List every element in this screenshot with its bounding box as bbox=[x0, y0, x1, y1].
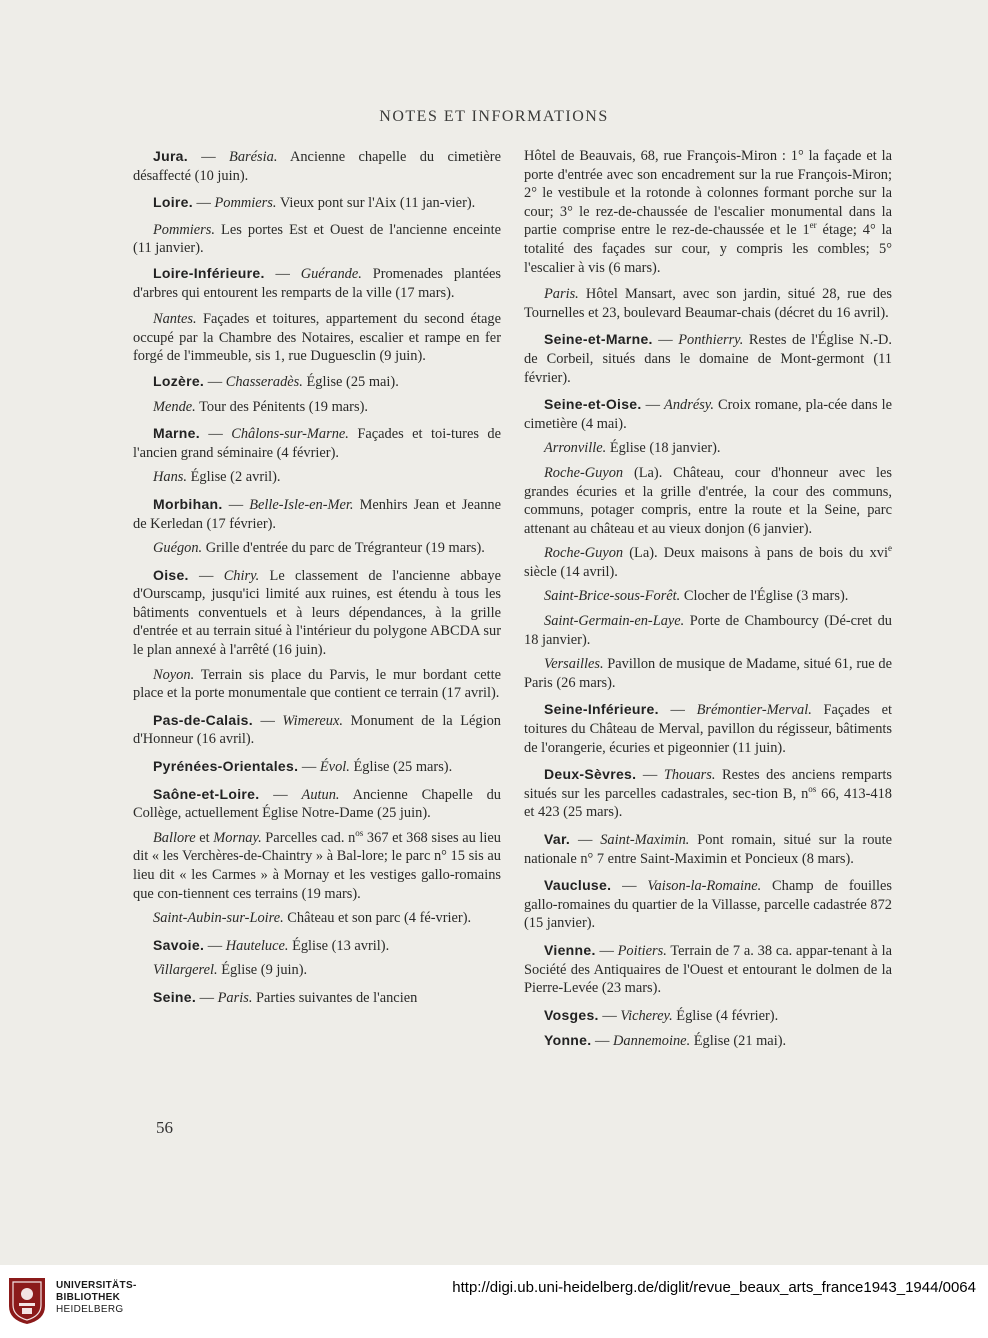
entry-vaucluse: Vaucluse. — Vaison-la-Romaine. Champ de fouilles gallo-romaines du quartier de la Villasse, parcelle cadastrée 872 (15 janvier). bbox=[524, 877, 892, 932]
commune-name: Châlons-sur-Marne. bbox=[231, 426, 349, 443]
department-name: Savoie. bbox=[153, 936, 205, 953]
entry-nantes: Nantes. Façades et toitures, appartement du second étage occupé par la Chambre des Notaires, escalier et rampe en fer forgé de l'immeuble, sis 1, rue Duguesclin (9 juin). bbox=[133, 311, 501, 365]
entry-mende: Mende. Tour des Pénitents (19 mars). bbox=[153, 398, 368, 415]
entry-pyrenees-orientales: Pyrénées-Orientales. — Évol. Église (25 mars). bbox=[153, 758, 453, 776]
commune-name: Wimereux. bbox=[282, 712, 343, 729]
entry-noyon: Noyon. Terrain sis place du Parvis, le mur bordant cette place et la porte monumentale que contient ce terrain (17 avril). bbox=[133, 666, 501, 702]
right-column bbox=[524, 147, 892, 1059]
commune-name: Noyon. bbox=[153, 666, 195, 683]
department-name: Pyrénées-Orientales. bbox=[153, 758, 299, 775]
department-name: Oise. bbox=[153, 566, 189, 583]
department-name: Marne. bbox=[153, 425, 200, 442]
entry-loire: Loire. — Pommiers. Vieux pont sur l'Aix (11 jan-vier). bbox=[153, 194, 476, 212]
commune-name: Paris. bbox=[217, 989, 253, 1006]
entry-seine-et-oise: Seine-et-Oise. — Andrésy. Croix romane, pla-cée dans le cimetière (4 mai). bbox=[524, 396, 892, 432]
commune-name: Barésia. bbox=[229, 149, 278, 165]
department-name: Seine. bbox=[153, 988, 197, 1005]
entry-hotel-beauvais: Hôtel de Beauvais, 68, rue François-Miron : 1° la façade et la porte d'entrée avec son encadrement sur la rue François-Miron; 2° le vestibule et la rotonde à colonnes formant porche sur la cour; 3° le rez-de-chaussée de l'escalier monumental dans la partie comprise entre le rez-de-chaussée et le 1er étage; 4° la totalité des façades sur cour, y compris les combles; 5° l'escalier à vis (6 mars). bbox=[524, 148, 893, 276]
entry-seine-inferieure: Seine-Inférieure. — Brémontier-Merval. Façades et toitures du Château de Merval, pavillon du régisseur, bâtiments de l'orangerie, écuries et pigeonnier (11 juin). bbox=[524, 701, 892, 756]
digitization-footer bbox=[0, 1265, 988, 1338]
commune-name: Dannemoine. bbox=[613, 1033, 691, 1050]
commune-name: Thouars. bbox=[663, 767, 716, 784]
commune-name: Guérande. bbox=[300, 265, 362, 282]
institution-name: UNIVERSITÄTS- BIBLIOTHEK HEIDELBERG bbox=[56, 1280, 137, 1315]
entry-loire-sub: Pommiers. Les portes Est et Ouest de l'ancienne enceinte (11 janvier). bbox=[133, 221, 501, 257]
commune-name: Paris. bbox=[544, 286, 579, 303]
commune-name: Chiry. bbox=[223, 567, 260, 584]
entry-pas-de-calais: Pas-de-Calais. — Wimereux. Monument de la Légion d'Honneur (16 avril). bbox=[133, 711, 501, 748]
entry-marne: Marne. — Châlons-sur-Marne. Façades et toi-tures de l'ancien grand séminaire (4 février). bbox=[133, 425, 501, 461]
department-name: Seine-et-Marne. bbox=[544, 331, 653, 348]
entry-morbihan: Morbihan. — Belle-Isle-en-Mer. Menhirs Jean et Jeanne de Kerledan (17 février). bbox=[133, 495, 501, 532]
entry-saint-brice: Saint-Brice-sous-Forêt. Clocher de l'Église (3 mars). bbox=[544, 588, 849, 605]
entry-vosges: Vosges. — Vicherey. Église (4 février). bbox=[544, 1006, 779, 1024]
commune-name: Andrésy. bbox=[664, 397, 714, 414]
department-name: Pas-de-Calais. bbox=[153, 711, 253, 728]
page-number: 56 bbox=[156, 1118, 173, 1137]
commune-name: Roche-Guyon bbox=[544, 464, 624, 481]
entry-saone-et-loire: Saône-et-Loire. — Autun. Ancienne Chapelle du Collège, actuellement Église Notre-Dame (25 juin). bbox=[133, 785, 501, 822]
commune-name: Mornay. bbox=[213, 829, 262, 846]
department-name: Saône-et-Loire. bbox=[153, 785, 260, 802]
commune-name: Saint-Maximin. bbox=[600, 832, 690, 848]
commune-name: Vicherey. bbox=[620, 1007, 673, 1024]
entry-lozere: Lozère. — Chasseradès. Église (25 mai). bbox=[153, 372, 399, 390]
entry-saint-aubin: Saint-Aubin-sur-Loire. Château et son parc (4 fé-vrier). bbox=[153, 910, 472, 927]
department-name: Seine-Inférieure. bbox=[544, 701, 659, 718]
commune-name: Guégon. bbox=[153, 540, 203, 557]
entry-deux-sevres: Deux-Sèvres. — Thouars. Restes des anciens remparts situés sur les parcelles cadastrales, sec-tion B, $n^{os}$ 66, 413-418 et 423 (25 mars). bbox=[524, 766, 892, 821]
commune-name: Saint-Aubin-sur-Loire. bbox=[153, 910, 284, 927]
commune-name: Vaison-la-Romaine. bbox=[647, 878, 762, 895]
department-name: Vosges. bbox=[544, 1006, 599, 1023]
department-name: Deux-Sèvres. bbox=[544, 766, 637, 783]
commune-name: Villargerel. bbox=[153, 962, 218, 979]
commune-name: Saint-Germain-en-Laye. bbox=[544, 613, 685, 630]
commune-name: Nantes. bbox=[153, 311, 197, 328]
department-name: Loire. bbox=[153, 194, 193, 211]
commune-name: Pommiers. bbox=[214, 195, 277, 212]
commune-name: Saint-Brice-sous-Forêt. bbox=[544, 588, 681, 605]
entry-guegon: Guégon. Grille d'entrée du parc de Trégranteur (19 mars). bbox=[153, 540, 485, 557]
entry-seine: Seine. — Paris. Parties suivantes de l'ancien bbox=[153, 988, 418, 1006]
commune-name: Ponthierry. bbox=[678, 332, 744, 349]
entry-var: Var. — Saint-Maximin. Pont romain, situé sur la route nationale n° 7 entre Saint-Maximin et Poncieux (8 mars). bbox=[524, 831, 892, 867]
source-url-link[interactable]: http://digi.ub.uni-heidelberg.de/diglit/revue_beaux_arts_france1943_1944/0064 bbox=[452, 1279, 976, 1296]
commune-name: Poitiers. bbox=[617, 942, 667, 959]
left-column bbox=[133, 147, 501, 1016]
department-name: Vaucluse. bbox=[544, 877, 612, 894]
department-name: Morbihan. bbox=[153, 495, 223, 512]
commune-name: Versailles. bbox=[544, 656, 604, 673]
entry-vienne: Vienne. — Poitiers. Terrain de 7 a. 38 ca. appar-tenant à la Société des Antiquaires de l'Ouest et entourant le dolmen de la Pierre-Levée (23 mars). bbox=[524, 941, 892, 997]
department-name: Jura. bbox=[153, 148, 188, 164]
commune-name: Hauteluce. bbox=[225, 937, 289, 954]
commune-name: Chasseradès. bbox=[225, 373, 303, 390]
entry-villargerel: Villargerel. Église (9 juin). bbox=[153, 962, 308, 979]
commune-name: Pommiers. bbox=[153, 221, 215, 238]
commune-name: Brémontier-Merval. bbox=[696, 702, 812, 719]
entry-savoie: Savoie. — Hauteluce. Église (13 avril). bbox=[153, 936, 390, 954]
entry-seine-et-marne: Seine-et-Marne. — Ponthierry. Restes de l'Église N.-D. de Corbeil, situés dans le domaine de Mont-germont (11 février). bbox=[524, 331, 892, 386]
entry-paris-mansart: Paris. Hôtel Mansart, avec son jardin, situé 28, rue des Tournelles et 23, boulevard Beaumar-chais (décret du 16 avril). bbox=[524, 286, 892, 321]
department-name: Yonne. bbox=[544, 1032, 592, 1049]
commune-name: Évol. bbox=[319, 759, 350, 776]
department-name: Loire-Inférieure. bbox=[153, 264, 265, 281]
commune-name: Hans. bbox=[153, 469, 187, 486]
entry-versailles: Versailles. Pavillon de musique de Madame, situé 61, rue de Paris (26 mars). bbox=[524, 656, 892, 691]
department-name: Lozère. bbox=[153, 372, 205, 389]
entry-ballore: Ballore et Mornay. Parcelles cad. $n^{os}$ 367 et 368 sises au lieu dit « les Verchères-de-Chaintry » à Bal-lore; le parc n° 15 sis au lieu dit « les Carmes » à Mornay et les vestiges gallo-romains que con-tiennent ces terrains (19 mars). bbox=[133, 828, 501, 902]
entry-jura: Jura. — Barésia. Ancienne chapelle du cimetière désaffecté (10 juin). bbox=[133, 148, 501, 184]
commune-name: Autun. bbox=[301, 786, 340, 803]
entry-yonne: Yonne. — Dannemoine. Église (21 mai). bbox=[544, 1032, 787, 1050]
commune-name: Belle-Isle-en-Mer. bbox=[249, 496, 354, 513]
commune-name: Arronville. bbox=[544, 440, 607, 457]
commune-name: Roche-Guyon bbox=[544, 545, 624, 562]
university-seal-icon bbox=[7, 1276, 47, 1326]
entry-roche-guyon-1: Roche-Guyon (La). Château, cour d'honneur avec les grandes écuries et la grille d'entrée, la cour des communs, communs, potager compris, entre la route et la Seine, parc attenant au château et au vieux donjon (6 janvier). bbox=[524, 464, 892, 537]
commune-name: Ballore bbox=[153, 829, 196, 846]
running-head: NOTES ET INFORMATIONS bbox=[379, 108, 609, 125]
entry-oise: Oise. — Chiry. Le classement de l'ancienne abbaye d'Ourscamp, jusqu'ici limité aux ruines, est étendu à tous les bâtiments conventuels et à leurs dépendances, à la grille d'entrée et au terrain situé à l'intérieur du polygone ABCDA sur le plan annexé à l'arrêté (16 juin). bbox=[133, 566, 501, 659]
entry-hans: Hans. Église (2 avril). bbox=[153, 469, 281, 486]
entry-saint-germain: Saint-Germain-en-Laye. Porte de Chambourcy (Dé-cret du 18 janvier). bbox=[524, 613, 892, 648]
entry-loire-inferieure: Loire-Inférieure. — Guérande. Promenades plantées d'arbres qui entourent les remparts de la ville (17 mars). bbox=[133, 264, 501, 301]
commune-name: Mende. bbox=[153, 398, 196, 415]
entry-roche-guyon-2: Roche-Guyon (La). Deux maisons à pans de bois du xvi$^e$ siècle (14 avril). bbox=[524, 543, 892, 580]
department-name: Vienne. bbox=[544, 941, 596, 958]
department-name: Var. bbox=[544, 831, 571, 847]
entry-arronville: Arronville. Église (18 janvier). bbox=[544, 440, 721, 457]
department-name: Seine-et-Oise. bbox=[544, 396, 642, 413]
